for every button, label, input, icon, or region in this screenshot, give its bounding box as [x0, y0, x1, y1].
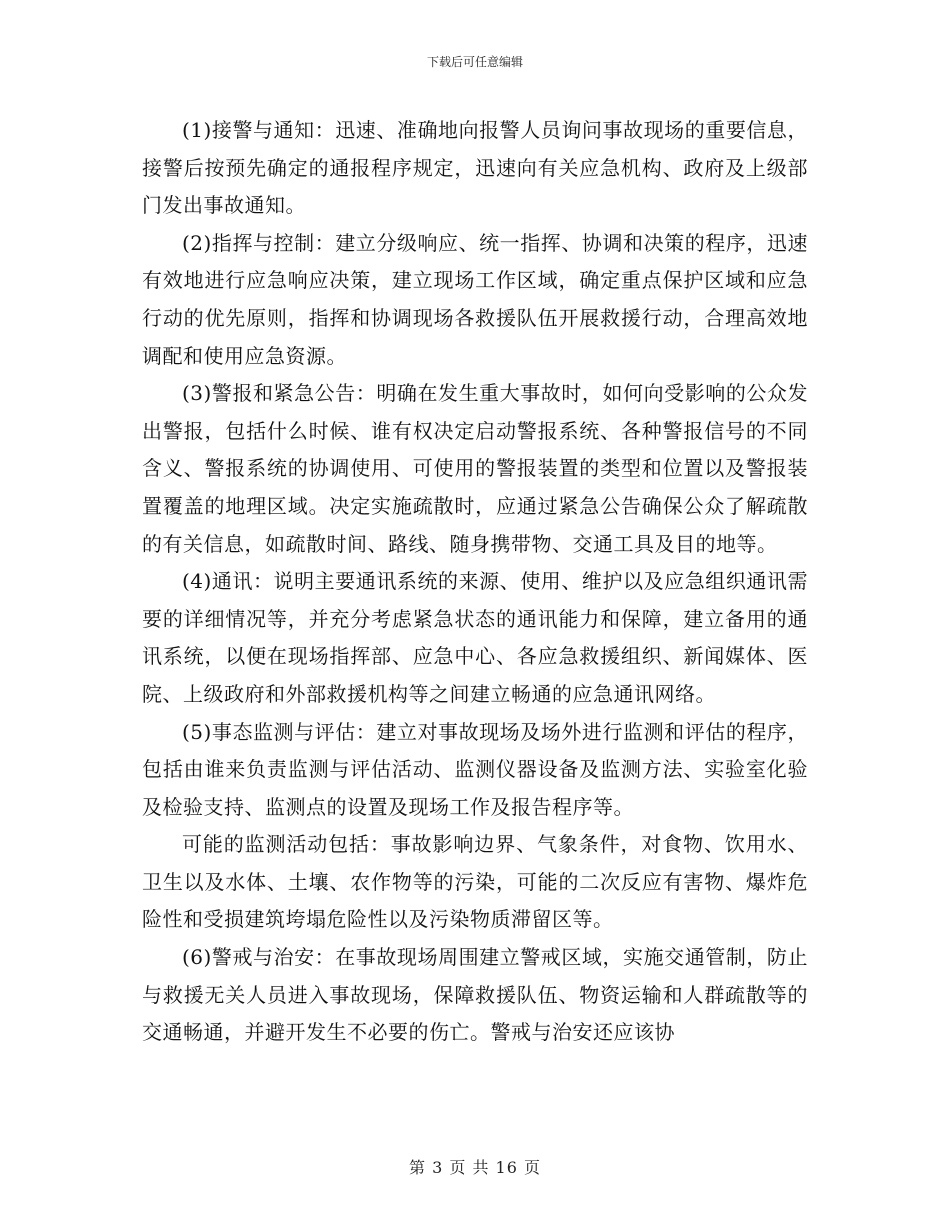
page-number: 第 3 页 共 16 页	[409, 1158, 541, 1177]
paragraph-alarm-public-notice: (3)警报和紧急公告：明确在发生重大事故时，如何向受影响的公众发出警报，包括什么时候、谁有权决定启动警报系统、各种警报信号的不同含义、警报系统的协调使用、可使用的警报装置的类型和位置以及警报装置覆盖的地理区域。决定实施疏散时，应通过紧急公告确保公众了解疏散的有关信息，如疏散时间、路线、随身携带物、交通工具及目的地等。	[142, 381, 808, 556]
paragraph-alarm-notification: (1)接警与通知：迅速、准确地向报警人员询问事故现场的重要信息，接警后按预先确定的通报程序规定，迅速向有关应急机构、政府及上级部门发出事故通知。	[142, 118, 808, 218]
paragraph-monitoring-assessment: (5)事态监测与评估：建立对事故现场及场外进行监测和评估的程序，包括由谁来负责监测与评估活动、监测仪器设备及监测方法、实验室化验及检验支持、监测点的设置及现场工作及报告程序等。	[142, 719, 808, 819]
document-body	[142, 112, 808, 1052]
paragraph-monitoring-activities: 可能的监测活动包括：事故影响边界、气象条件，对食物、饮用水、卫生以及水体、土壤、农作物等的污染，可能的二次反应有害物、爆炸危险性和受损建筑垮塌危险性以及污染物质滞留区等。	[142, 832, 808, 932]
page-header: 下载后可任意编辑	[426, 55, 523, 69]
paragraph-security-order: (6)警戒与治安：在事故现场周围建立警戒区域，实施交通管制，防止与救援无关人员进入事故现场，保障救援队伍、物资运输和人群疏散等的交通畅通，并避开发生不必要的伤亡。警戒与治安还应该协	[142, 945, 808, 1045]
paragraph-communication: (4)通讯：说明主要通讯系统的来源、使用、维护以及应急组织通讯需要的详细情况等，并充分考虑紧急状态的通讯能力和保障，建立备用的通讯系统，以便在现场指挥部、应急中心、各应急救援组织、新闻媒体、医院、上级政府和外部救援机构等之间建立畅通的应急通讯网络。	[142, 569, 808, 706]
paragraph-command-control: (2)指挥与控制：建立分级响应、统一指挥、协调和决策的程序，迅速有效地进行应急响应决策，建立现场工作区域，确定重点保护区域和应急行动的优先原则，指挥和协调现场各救援队伍开展救援行动，合理高效地调配和使用应急资源。	[142, 230, 808, 368]
